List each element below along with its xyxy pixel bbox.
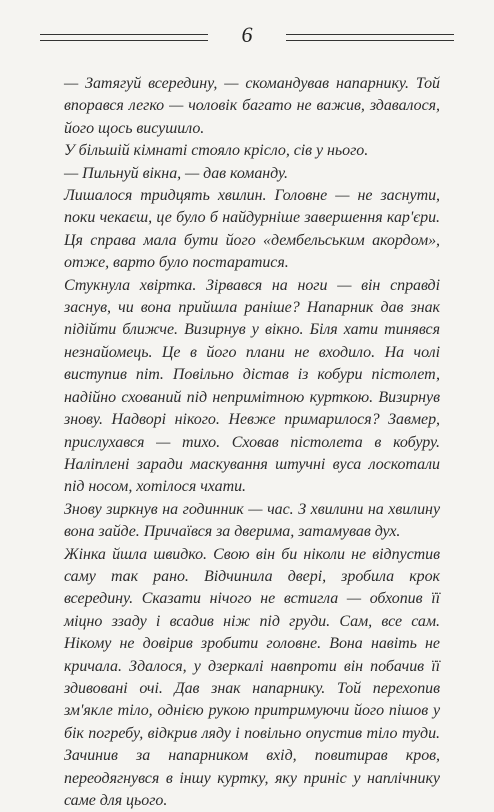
paragraph: — Пильнуй вікна, — дав команду. <box>64 164 288 182</box>
paragraph: Стукнула хвіртка. Зірвався на ноги — він справді заснув, чи вона прийшла раніше? Напарник дав знак підійти ближче. Визирнув у вікно. Біля хати тинявся незнайомець. Це в його плани не входило. На чолі виступив піт. Повільно дістав із кобури пістолет, надійно схований під непримітною курткою. Визирнув знову. Надворі нікого. Невже примарилося? Завмер, прислухався — тихо. Сховав пістолета в кобуру. Наліплені заради маскування штучні вуса лоскотали під носом, хотілося чхати. <box>64 276 440 496</box>
paragraph: У більшій кімнаті стояло крісло, сів у нього. <box>64 142 369 160</box>
page-header <box>40 20 454 50</box>
page-number: 6 <box>241 22 253 47</box>
header-rule-right <box>286 34 454 41</box>
body-text <box>64 73 440 812</box>
paragraph: Жінка йшла швидко. Свою він би ніколи не відпустив саму так рано. Відчинила двері, зробила крок всередину. Сказати нічого не встигла — обхопив її міцно ззаду і всадив ніж під груди. Сам, все сам. Нікому не довірив зробити головне. Вона навіть не кричала. Здалося, у дзеркалі навпроти він побачив її здивовані очі. Дав знак напарнику. Той перехопив зм'якле тіло, однією рукою притримуючи його пішов у бік погребу, відкрив ляду і повільно опустив тіло туди. Зачинив за напарником вхід, повитирав кров, переодягнувся в іншу куртку, яку приніс у наплічнику саме для цього. <box>64 545 440 809</box>
paragraph: Лишалося тридцять хвилин. Головне — не заснути, поки чекаєш, це було б найдурніше завершення кар'єри. Ця справа мала бути його «дембельським акордом», отже, варто було постаратися. <box>64 187 440 272</box>
paragraph: — Затягуй всередину, — скомандував напарнику. Той впорався легко — чоловік багато не важив, здавалося, його щось висушило. <box>64 75 440 137</box>
paragraph: Знову зиркнув на годинник — час. З хвилини на хвилину вона зайде. Причаївся за дверима, затамував дух. <box>64 500 440 541</box>
